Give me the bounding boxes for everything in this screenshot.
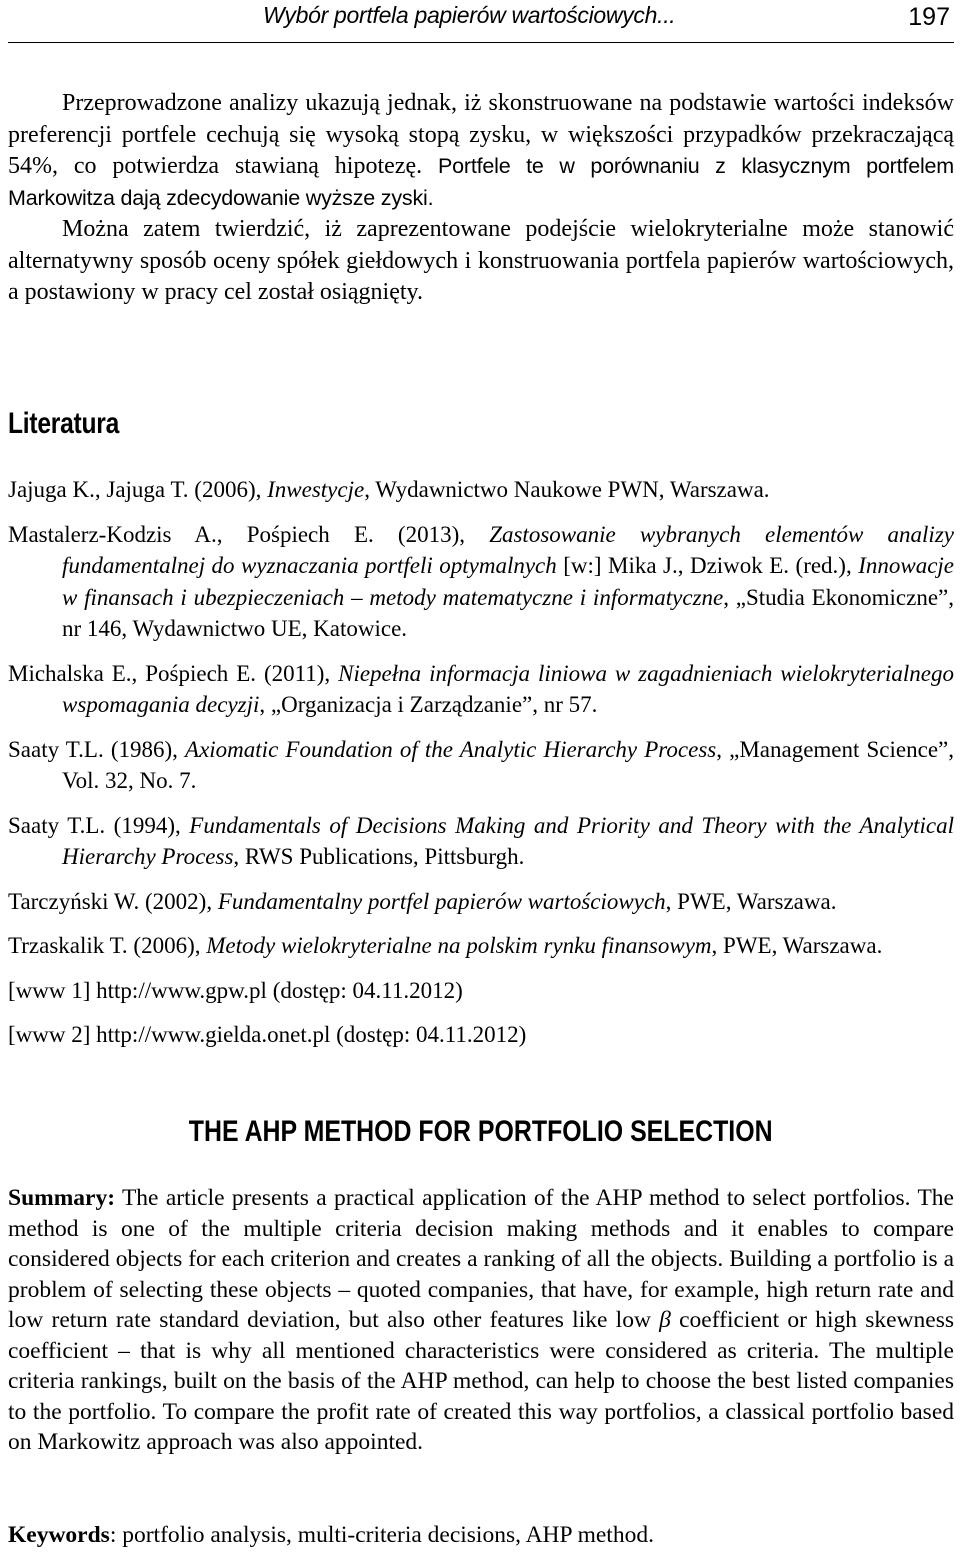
bib-publisher: , „Management Science”, Vol. 32, No. 7. <box>62 736 954 793</box>
bib-authors: Saaty T.L. (1994), <box>8 812 190 838</box>
abstract-title <box>8 1110 954 1154</box>
bib-authors: Jajuga K., Jajuga T. (2006), <box>8 477 268 502</box>
bib-entry-trzaskalik <box>8 930 954 962</box>
bib-entry-tarczynski <box>8 886 954 918</box>
running-title: Wybór portfela papierów wartościowych... <box>263 2 676 28</box>
bib-title: Axiomatic Foundation of the Analytic Hierarchy Process <box>185 736 717 762</box>
keywords-label: Keywords <box>8 1522 110 1548</box>
summary-text-part-1: The article presents a practical application of the AHP method to select portfolios. The method is one of the multiple criteria decision making methods and it enables to compare considered objects for each criterion and creates a ranking of all the objects. Building a portfolio is a problem of selecting these objects – quoted companies, that have, for example, high return rate and low return rate standard deviation, but also other features like low <box>8 1185 954 1333</box>
bib-title: Zastosowanie wybranych elementów analizy fundamentalnej do wyznaczania portfeli optymalnych <box>62 521 954 578</box>
intro-paragraph-1 <box>8 88 954 214</box>
summary-text-part-2: coefficient or high skewness coefficient – that is why all mentioned characteristics were considered as criteria. The multiple criteria rankings, built on the basis of the AHP method, can help to choose the best listed companies to the portfolio. To compare the profit rate of created this way portfolios, a classical portfolio based on Markowitz approach was also appointed. <box>8 1307 954 1455</box>
bib-publisher: , Wydawnictwo Naukowe PWN, Warszawa. <box>364 477 770 502</box>
bib-authors: Tarczyński W. (2002), <box>8 888 218 914</box>
page <box>8 0 954 1552</box>
bib-authors: Saaty T.L. (1986), <box>8 736 186 762</box>
bib-authors: Michalska E., Pośpiech E. (2011), <box>8 660 339 686</box>
summary-label: Summary: <box>8 1185 116 1211</box>
bib-entry-www-1 <box>8 975 954 1007</box>
bib-entry-michalska <box>8 658 954 721</box>
bib-entry-www-2 <box>8 1019 954 1051</box>
bib-title: Fundamentals of Decisions Making and Priority and Theory with the Analytical Hierarchy Process <box>62 812 954 869</box>
bib-entry-saaty-1986 <box>8 734 954 797</box>
bib-publisher: , „Studia Ekonomiczne”, nr 146, Wydawnictwo UE, Katowice. <box>62 584 954 641</box>
intro-paragraph-1-part-2: Portfele te w porównaniu z klasycznym portfelem Markowitza dają zdecydowanie wyższe zyski. <box>8 154 954 210</box>
abstract-title-text: THE AHP METHOD FOR PORTFOLIO SELECTION <box>189 1115 773 1148</box>
bib-publisher: , „Organizacja i Zarządzanie”, nr 57. <box>259 692 598 717</box>
bib-publisher: , PWE, Warszawa. <box>711 933 883 958</box>
bib-web-reference: [www 2] http://www.gielda.onet.pl (dostęp: 04.11.2012) <box>8 1022 527 1047</box>
keywords-paragraph <box>8 1520 954 1551</box>
bib-title: Fundamentalny portfel papierów wartościowych <box>217 888 666 914</box>
bib-web-reference: [www 1] http://www.gpw.pl (dostęp: 04.11.2012) <box>8 977 463 1003</box>
keywords-text: : portfolio analysis, multi-criteria decisions, AHP method. <box>109 1522 654 1548</box>
bib-editors: [w:] Mika J., Dziwok E. (red.), <box>556 553 859 578</box>
literature-heading: Literatura <box>8 407 120 440</box>
page-number: 197 <box>908 3 950 31</box>
bib-entry-mastalerz-kodzis <box>8 519 954 645</box>
intro-paragraph-1-part-1: Przeprowadzone analizy ukazują jednak, iż skonstruowane na podstawie wartości indeksów preferencji portfele cechują się wysoką stopą zysku, w większości przypadków przekraczającą 54%, co potwierdza stawianą hipotezę. <box>8 90 954 179</box>
bib-title: Inwestycje <box>267 477 365 502</box>
bib-book-title: Innowacje w finansach i ubezpieczeniach – metody matematyczne i informatyczne <box>62 553 955 610</box>
bibliography-list <box>8 474 954 1051</box>
summary-paragraph <box>8 1183 954 1458</box>
bib-entry-jajuga <box>8 474 954 506</box>
bib-title: Metody wielokryterialne na polskim rynku finansowym <box>206 933 712 958</box>
bib-entry-saaty-1994 <box>8 810 954 873</box>
bib-title: Niepełna informacja liniowa w zagadnieniach wielokryterialnego wspomagania decyzji <box>62 660 955 717</box>
running-header <box>8 0 954 43</box>
beta-symbol: β <box>659 1307 671 1333</box>
bib-authors: Trzaskalik T. (2006), <box>8 933 207 958</box>
bib-publisher: , PWE, Warszawa. <box>665 888 837 914</box>
bib-authors: Mastalerz-Kodzis A., Pośpiech E. (2013), <box>8 521 490 547</box>
intro-text <box>8 88 954 309</box>
intro-paragraph-2: Można zatem twierdzić, iż zaprezentowane podejście wielokryterialne może stanowić alternatywny sposób oceny spółek giełdowych i konstruowania portfela papierów wartościowych, a postawiony w pracy cel został osiągnięty. <box>8 216 954 305</box>
bib-publisher: , RWS Publications, Pittsburgh. <box>233 844 525 869</box>
